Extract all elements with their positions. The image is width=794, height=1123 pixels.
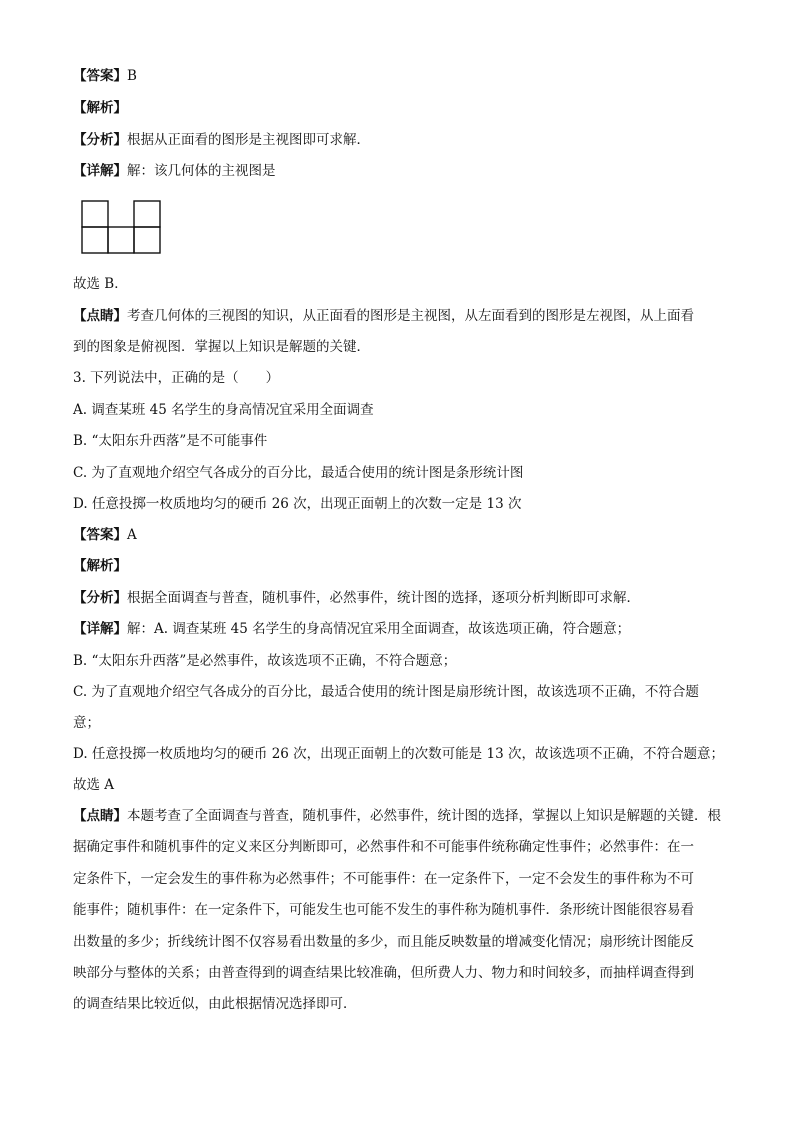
q2-dianjing-line1 [73,308,694,324]
q3-detail-c-line1: C. 为了直观地介绍空气各成分的百分比，最适合使用的统计图是扇形统计图，故该选项不正确，不符合题 [73,684,699,700]
analysis-tag: 【解析】 [73,100,127,116]
q3-dianjing-line2: 据确定事件和随机事件的定义来区分判断即可，必然事件和不可能事件统称确定性事件；必然事件：在一 [73,839,694,855]
q3-question: 3. 下列说法中，正确的是（ ） [73,370,280,386]
q3-answer [73,527,137,543]
answer-tag: 【答案】 [73,68,127,84]
q3-fenxi [73,590,640,606]
q3-detail-d: D. 任意投掷一枚质地均匀的硬币 26 次，出现正面朝上的次数可能是 13 次，故该选项不正确，不符合题意； [73,746,724,762]
answer-value: A [127,527,137,543]
q3-dianjing-line1 [73,808,721,824]
figure-cell-bottom-middle [108,227,134,253]
q2-fenxi [73,132,370,148]
xiangjie-tag: 【详解】 [73,621,127,637]
q3-xiangjie [73,621,630,637]
xiangjie-tag: 【详解】 [73,163,127,179]
dianjing-text: 考查几何体的三视图的知识，从正面看的图形是主视图，从左面看到的图形是左视图，从上面看 [127,308,694,324]
dianjing-tag: 【点睛】 [73,308,127,324]
fenxi-tag: 【分析】 [73,132,127,148]
q3-dianjing-line5: 出数量的多少；折线统计图不仅容易看出数量的多少，而且能反映数量的增减变化情况；扇形统计图能反 [73,934,694,950]
q3-detail-c-line2: 意； [73,715,100,731]
q3-detail-b: B. “太阳东升西落”是必然事件，故该选项不正确，不符合题意； [73,653,457,669]
q3-conclusion: 故选 A [73,777,115,793]
q3-option-b: B. “太阳东升西落”是不可能事件 [73,433,268,449]
answer-tag: 【答案】 [73,527,127,543]
figure-cell-top-left [82,201,108,227]
dianjing-tag: 【点睛】 [73,808,127,824]
front-view-figure [80,199,162,255]
fenxi-tag: 【分析】 [73,590,127,606]
q2-answer [73,68,137,84]
xiangjie-text: 解：该几何体的主视图是 [127,163,276,179]
figure-cell-bottom-right [134,227,160,253]
analysis-tag: 【解析】 [73,558,127,574]
q3-option-d: D. 任意投掷一枚质地均匀的硬币 26 次，出现正面朝上的次数一定是 13 次 [73,496,522,512]
figure-cell-bottom-left [82,227,108,253]
q2-xiangjie [73,163,276,179]
q3-dianjing-line7: 的调查结果比较近似，由此根据情况选择即可． [73,996,357,1012]
q3-option-c: C. 为了直观地介绍空气各成分的百分比，最适合使用的统计图是条形统计图 [73,465,524,481]
fenxi-text: 根据全面调查与普查，随机事件，必然事件，统计图的选择，逐项分析判断即可求解． [127,590,640,606]
q3-dianjing-line4: 能事件；随机事件：在一定条件下，可能发生也可能不发生的事件称为随机事件．条形统计图能很容易看 [73,902,694,918]
q3-dianjing-line3: 定条件下，一定会发生的事件称为必然事件；不可能事件：在一定条件下，一定不会发生的事件称为不可 [73,871,694,887]
dianjing-text: 本题考查了全面调查与普查，随机事件，必然事件，统计图的选择，掌握以上知识是解题的关键．根 [127,808,721,824]
q3-dianjing-line6: 映部分与整体的关系；由普查得到的调查结果比较准确，但所费人力、物力和时间较多，而抽样调查得到 [73,965,694,981]
q2-dianjing-line2: 到的图象是俯视图．掌握以上知识是解题的关键． [73,339,370,355]
answer-value: B [127,68,137,84]
q3-analysis-heading [73,558,127,574]
q2-analysis-heading [73,100,127,116]
fenxi-text: 根据从正面看的图形是主视图即可求解． [127,132,370,148]
xiangjie-text: 解：A. 调查某班 45 名学生的身高情况宜采用全面调查，故该选项正确，符合题意； [127,621,631,637]
q3-option-a: A. 调查某班 45 名学生的身高情况宜采用全面调查 [73,402,374,418]
q2-conclusion: 故选 B． [73,276,128,292]
figure-cell-top-right [134,201,160,227]
